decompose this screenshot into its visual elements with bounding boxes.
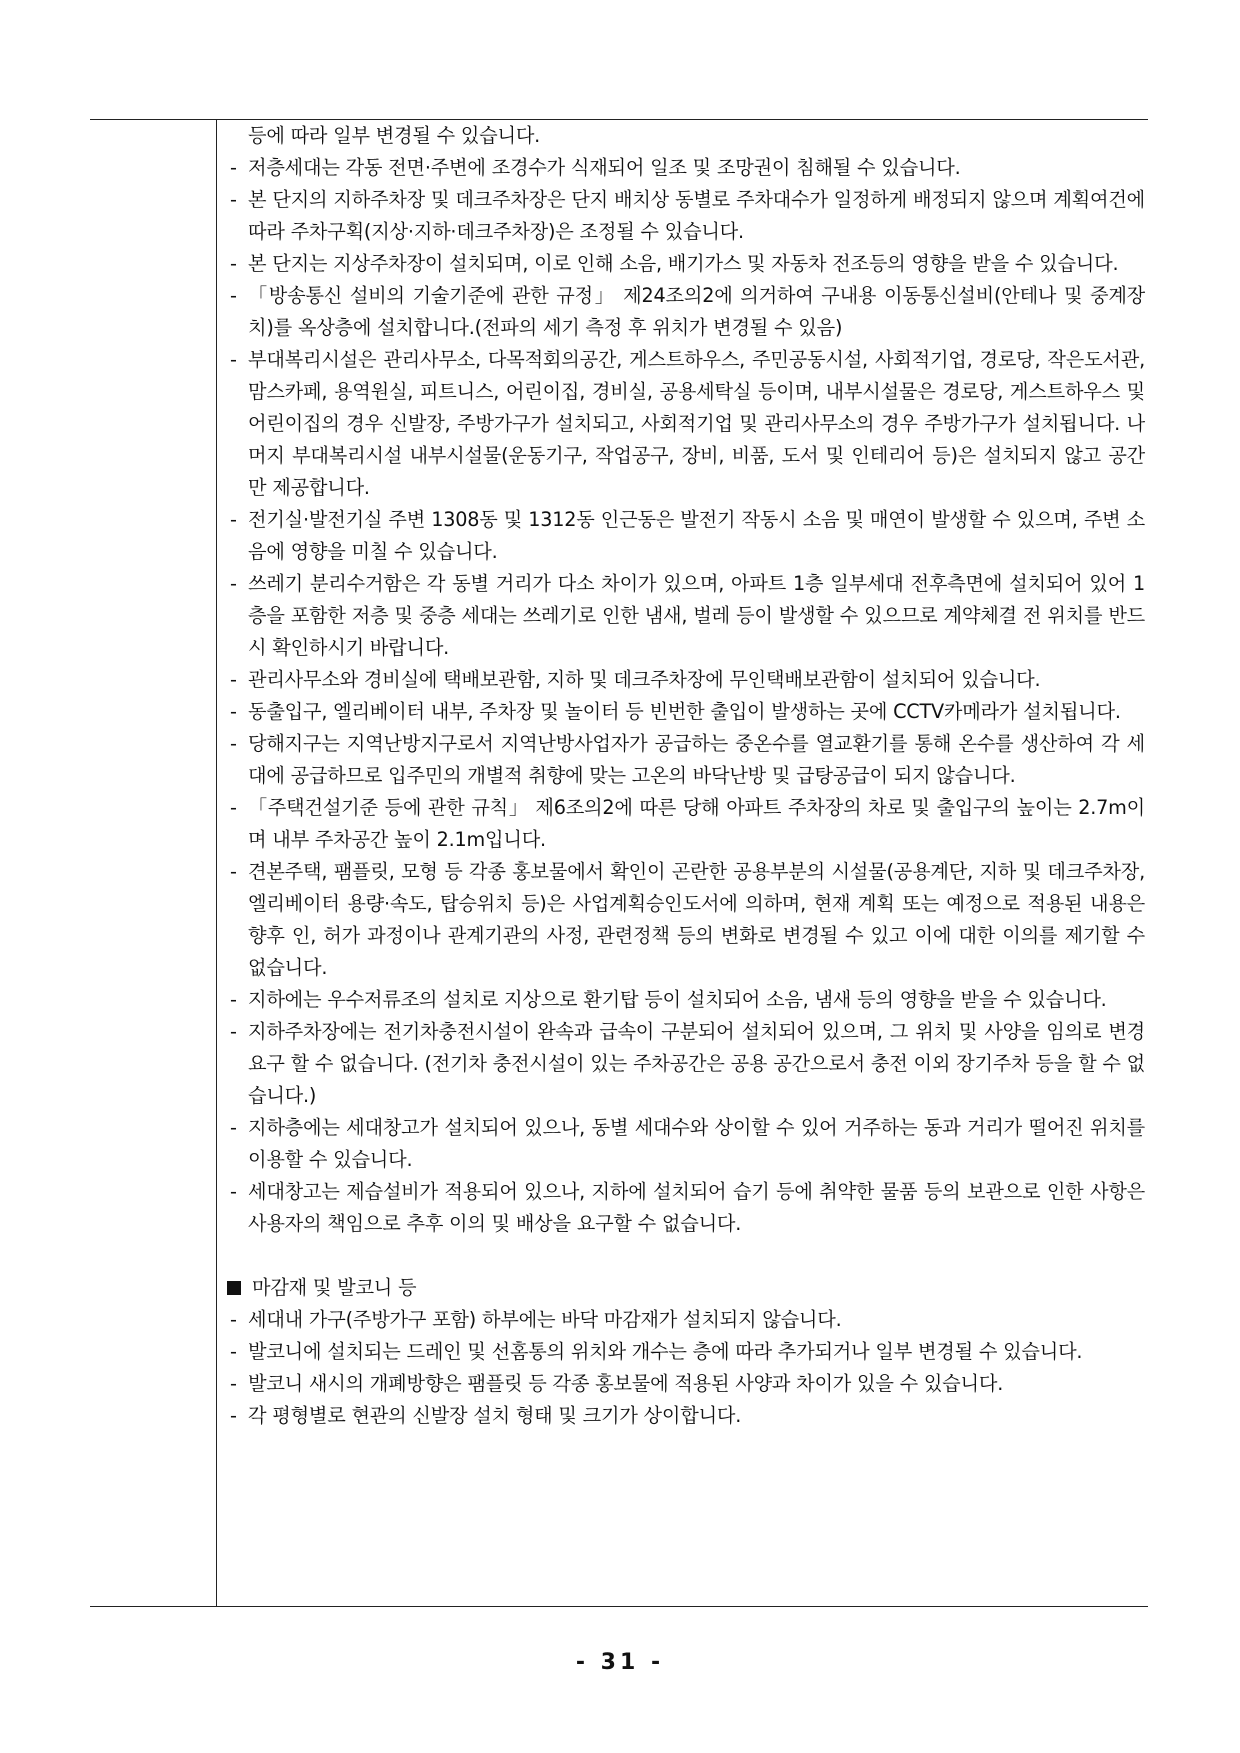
notice-content — [223, 120, 1145, 1606]
list-item: - 지하주차장에는 전기차충전시설이 완속과 급속이 구분되어 설치되어 있으며, 그 위치 및 사양을 임의로 변경요구 할 수 없습니다. (전기차 충전시설이 있는 주차공간은 공용 공간으로서 충전 이외 장기주차 등을 할 수 없습니다.) — [230, 1020, 1145, 1107]
list-item: - 당해지구는 지역난방지구로서 지역난방사업자가 공급하는 중온수를 열교환기를 통해 온수를 생산하여 각 세대에 공급하므로 입주민의 개별적 취향에 맞는 고온의 바닥난방 및 급탕공급이 되지 않습니다. — [230, 732, 1145, 787]
notice-table — [90, 119, 1148, 1607]
list-item: - 발코니에 설치되는 드레인 및 선홈통의 위치와 개수는 층에 따라 추가되거나 일부 변경될 수 있습니다. — [230, 1340, 1083, 1363]
left-column — [90, 120, 217, 1606]
list-item: - 지하층에는 세대창고가 설치되어 있으나, 동별 세대수와 상이할 수 있어 거주하는 동과 거리가 떨어진 위치를 이용할 수 있습니다. — [230, 1116, 1145, 1171]
list-item: - 세대내 가구(주방가구 포함) 하부에는 바닥 마감재가 설치되지 않습니다. — [230, 1308, 842, 1331]
list-item: - 쓰레기 분리수거함은 각 동별 거리가 다소 차이가 있으며, 아파트 1층 일부세대 전후측면에 설치되어 있어 1층을 포함한 저층 및 중층 세대는 쓰레기로 인한 냄새, 벌레 등이 발생할 수 있으므로 계약체결 전 위치를 반드시 확인하시기 바랍니다. — [230, 572, 1145, 659]
list-item: - 본 단지는 지상주차장이 설치되며, 이로 인해 소음, 배기가스 및 자동차 전조등의 영향을 받을 수 있습니다. — [230, 252, 1119, 275]
page-number: - 31 - — [575, 1650, 665, 1675]
list-item: - 세대창고는 제습설비가 적용되어 있으나, 지하에 설치되어 습기 등에 취약한 물품 등의 보관으로 인한 사항은 사용자의 책임으로 추후 이의 및 배상을 요구할 수 없습니다. — [230, 1180, 1145, 1235]
list-item: - 전기실·발전기실 주변 1308동 및 1312동 인근동은 발전기 작동시 소음 및 매연이 발생할 수 있으며, 주변 소음에 영향을 미칠 수 있습니다. — [230, 508, 1145, 563]
list-item: - 각 평형별로 현관의 신발장 설치 형태 및 크기가 상이합니다. — [230, 1404, 742, 1427]
spacer — [223, 1240, 1145, 1272]
section-title: 마감재 및 발코니 등 — [252, 1276, 417, 1299]
list-item: - 저층세대는 각동 전면·주변에 조경수가 식재되어 일조 및 조망권이 침해될 수 있습니다. — [230, 156, 961, 179]
list-item: - 관리사무소와 경비실에 택배보관함, 지하 및 데크주차장에 무인택배보관함이 설치되어 있습니다. — [230, 668, 1041, 691]
list-item: - 견본주택, 팸플릿, 모형 등 각종 홍보물에서 확인이 곤란한 공용부분의 시설물(공용계단, 지하 및 데크주차장, 엘리베이터 용량·속도, 탑승위치 등)은 사업계획승인도서에 의하며, 현재 계획 또는 예정으로 적용된 내용은 향후 인, 허가 과정이나 관계기관의 사정, 관련정책 등의 변화로 변경될 수 있고 이에 대한 이의를 제기할 수 없습니다. — [230, 860, 1145, 979]
section-heading — [223, 1272, 1145, 1304]
continuation-line: 등에 따라 일부 변경될 수 있습니다. — [248, 124, 541, 147]
list-item: - 본 단지의 지하주차장 및 데크주차장은 단지 배치상 동별로 주차대수가 일정하게 배정되지 않으며 계획여건에 따라 주차구획(지상·지하·데크주차장)은 조정될 수 있습니다. — [230, 188, 1145, 243]
list-item: - 「방송통신 설비의 기술기준에 관한 규정」 제24조의2에 의거하여 구내용 이동통신설비(안테나 및 중계장치)를 옥상층에 설치합니다.(전파의 세기 측정 후 위치가 변경될 수 있음) — [230, 284, 1145, 339]
list-item: - 「주택건설기준 등에 관한 규칙」 제6조의2에 따른 당해 아파트 주차장의 차로 및 출입구의 높이는 2.7m이며 내부 주차공간 높이 2.1m입니다. — [230, 796, 1145, 851]
list-item: - 동출입구, 엘리베이터 내부, 주차장 및 놀이터 등 빈번한 출입이 발생하는 곳에 CCTV카메라가 설치됩니다. — [230, 700, 1121, 723]
list-item: - 지하에는 우수저류조의 설치로 지상으로 환기탑 등이 설치되어 소음, 냄새 등의 영향을 받을 수 있습니다. — [230, 988, 1107, 1011]
list-item: - 부대복리시설은 관리사무소, 다목적회의공간, 게스트하우스, 주민공동시설, 사회적기업, 경로당, 작은도서관, 맘스카페, 용역원실, 피트니스, 어린이집, 경비실, 공용세탁실 등이며, 내부시설물은 경로당, 게스트하우스 및 어린이집의 경우 신발장, 주방가구가 설치되고, 사회적기업 및 관리사무소의 경우 주방가구가 설치됩니다. 나머지 부대복리시설 내부시설물(운동기구, 작업공구, 장비, 비품, 도서 및 인테리어 등)은 설치되지 않고 공간만 제공합니다. — [230, 348, 1145, 499]
list-item: - 발코니 새시의 개폐방향은 팸플릿 등 각종 홍보물에 적용된 사양과 차이가 있을 수 있습니다. — [230, 1372, 1004, 1395]
black-square-icon — [227, 1281, 241, 1295]
